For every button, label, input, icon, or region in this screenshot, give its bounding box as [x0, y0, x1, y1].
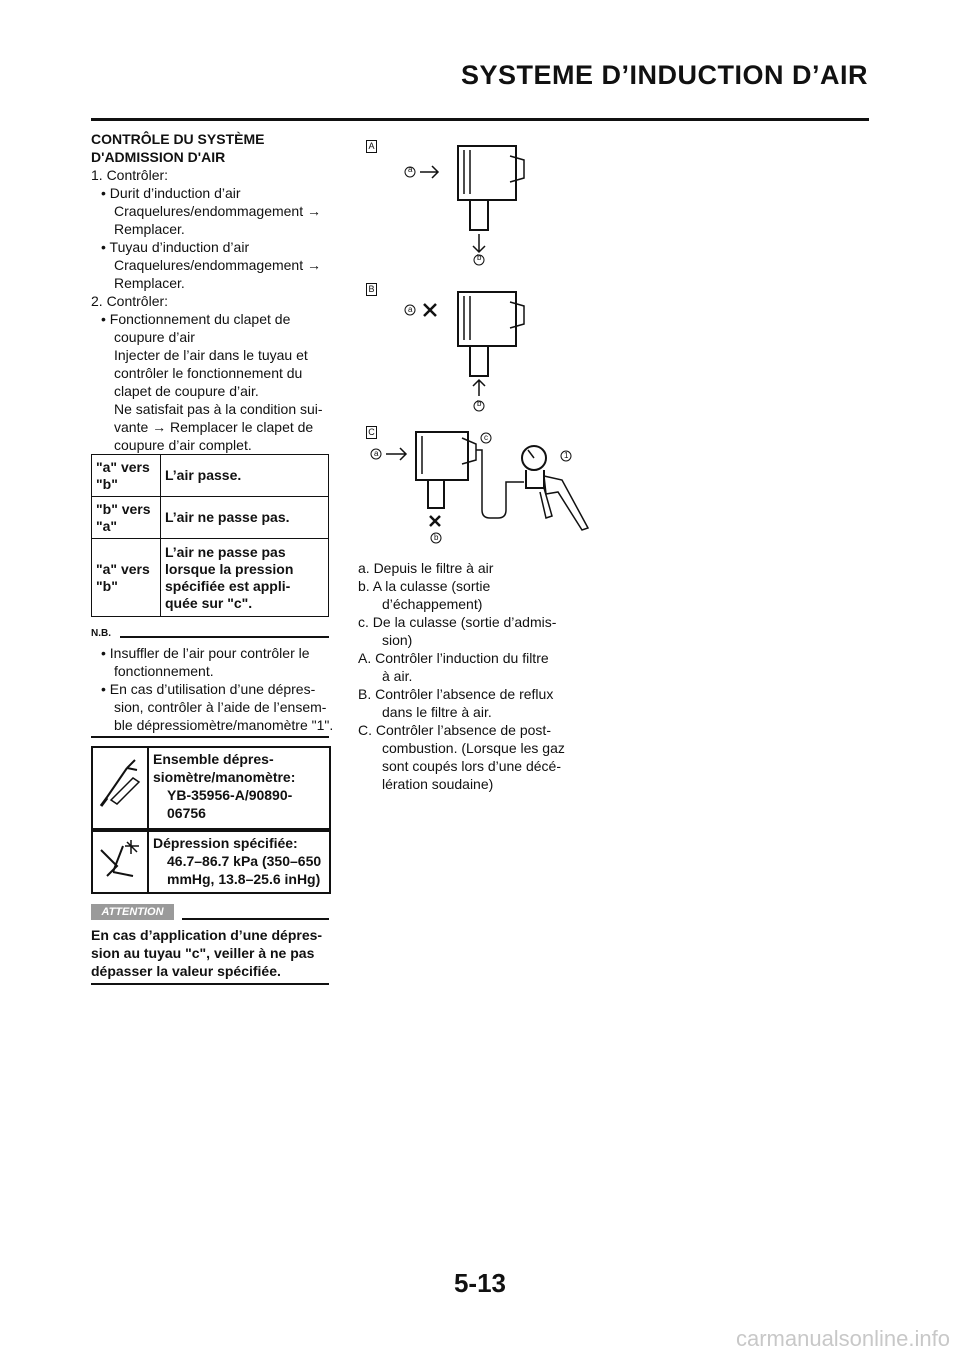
nb-bullet-1: • Insuffler de l’air pour contrôler le — [101, 645, 310, 661]
spec-line: YB-35956-A/90890- — [167, 787, 293, 803]
spec-line: mmHg, 13.8–25.6 inHg) — [167, 871, 321, 887]
step-2-line: Ne satisfait pas à la condition sui- — [114, 401, 323, 417]
cell-line: "b" — [96, 475, 118, 492]
figure-a-valve-diagram — [400, 136, 540, 266]
air-flow-table — [91, 454, 329, 617]
callout-a: a — [374, 449, 379, 458]
step-1-bullet-1-line: Remplacer. — [114, 221, 185, 237]
nb-bullet-2-line: ble dépressiomètre/manomètre "1". — [114, 717, 334, 733]
tool-icon — [93, 748, 149, 828]
step-2-line: vante → Remplacer le clapet de — [114, 419, 314, 435]
spec-tool-text — [153, 750, 295, 822]
callout-a: a — [408, 165, 413, 174]
table-row — [92, 497, 329, 539]
step-2-line: coupure d’air — [114, 329, 195, 345]
cell-line: "a" vers — [96, 560, 150, 577]
step-1: 1. Contrôler: — [91, 167, 169, 183]
watermark: carmanualsonline.info — [735, 1326, 950, 1351]
legend-item-A: A. Contrôler l’induction du filtre — [358, 650, 549, 666]
nb-bullet-1-line: fonctionnement. — [114, 663, 214, 679]
figure-label-b: B — [366, 283, 377, 296]
attention-line: dépasser la valeur spécifiée. — [91, 963, 281, 979]
spec-box-tool — [91, 746, 331, 830]
legend-item-c-line: sion) — [382, 632, 413, 648]
cell-line: lorsque la pression — [165, 560, 294, 577]
table-cell — [92, 539, 161, 617]
step-1-bullet-2-line: Craquelures/endommagement → — [114, 257, 321, 273]
callout-1: 1 — [564, 451, 569, 460]
legend-item-C-line: lération soudaine) — [382, 776, 494, 792]
legend-item-b: b. A la culasse (sortie — [358, 578, 491, 594]
spec-line: siomètre/manomètre: — [153, 769, 296, 785]
table-cell: L’air passe. — [161, 455, 329, 497]
callout-b: b — [477, 399, 482, 408]
spec-line: Dépression spécifiée: — [153, 835, 298, 851]
legend-item-c: c. De la culasse (sortie d’admis- — [358, 614, 557, 630]
spec-line: 46.7–86.7 kPa (350–650 — [167, 853, 322, 869]
legend-item-B-line: dans le filtre à air. — [382, 704, 492, 720]
cell-line: L’air ne passe pas — [165, 543, 286, 560]
cell-line: spécifiée est appli- — [165, 577, 291, 594]
cell-line: "b" — [96, 577, 118, 594]
attention-rule — [182, 918, 329, 920]
cell-line: "a" — [96, 517, 118, 534]
table-cell — [161, 539, 329, 617]
figure-label-a: A — [366, 140, 377, 153]
attention-line: En cas d’application d’une dépres- — [91, 927, 323, 943]
nb-rule — [120, 636, 329, 638]
nb-end-rule — [91, 736, 329, 738]
table-cell — [92, 497, 161, 539]
table-cell: L’air ne passe pas. — [161, 497, 329, 539]
step-2-line: coupure d’air complet. — [114, 437, 252, 453]
spec-line: 06756 — [167, 805, 206, 821]
callout-c: c — [484, 433, 488, 442]
nb-bullet-2-line: sion, contrôler à l’aide de l’ensem- — [114, 699, 327, 715]
callout-b: b — [477, 253, 482, 262]
step-2-bullet-1: • Fonctionnement du clapet de — [101, 311, 291, 327]
step-2-line: clapet de coupure d’air. — [114, 383, 259, 399]
spec-box-pressure — [91, 830, 331, 894]
cell-line: "b" vers — [96, 500, 151, 517]
wrench-measure-icon — [93, 832, 149, 892]
attention-badge: ATTENTION — [91, 904, 174, 920]
spec-line: Ensemble dépres- — [153, 751, 274, 767]
legend-item-C-line: combustion. (Lorsque les gaz — [382, 740, 565, 756]
step-1-bullet-1: • Durit d’induction d’air — [101, 185, 241, 201]
step-1-bullet-1-line: Craquelures/endommagement → — [114, 203, 321, 219]
figure-b-valve-diagram — [400, 282, 540, 412]
legend-item-b-line: d’échappement) — [382, 596, 483, 612]
callout-b: b — [434, 533, 439, 542]
nb-label: N.B. — [91, 628, 111, 639]
header-rule — [91, 118, 869, 121]
figure-label-c: C — [366, 426, 377, 439]
page-header-title: SYSTEME D’INDUCTION D’AIR — [460, 60, 868, 90]
table-row — [92, 539, 329, 617]
page-number: 5-13 — [453, 1268, 507, 1298]
attention-line: sion au tuyau "c", veiller à ne pas — [91, 945, 315, 961]
callout-a: a — [408, 305, 413, 314]
attention-end-rule — [91, 983, 329, 985]
spec-pressure-text — [153, 834, 321, 888]
legend-item-A-line: à air. — [382, 668, 413, 684]
cell-line: quée sur "c". — [165, 594, 253, 611]
step-2: 2. Contrôler: — [91, 293, 169, 309]
step-1-bullet-2-line: Remplacer. — [114, 275, 185, 291]
table-cell — [92, 455, 161, 497]
nb-bullet-2: • En cas d’utilisation d’une dépres- — [101, 681, 316, 697]
step-1-bullet-2: • Tuyau d’induction d’air — [101, 239, 250, 255]
cell-line: "a" vers — [96, 458, 150, 475]
legend-item-B: B. Contrôler l’absence de reflux — [358, 686, 554, 702]
legend-item-a: a. Depuis le filtre à air — [358, 560, 494, 576]
legend-item-C: C. Contrôler l’absence de post- — [358, 722, 551, 738]
legend-item-C-line: sont coupés lors d’une décé- — [382, 758, 561, 774]
section-title-line1: CONTRÔLE DU SYSTÈME — [91, 131, 265, 147]
section-title — [91, 130, 331, 166]
step-2-line: contrôler le fonctionnement du — [114, 365, 303, 381]
table-row — [92, 455, 329, 497]
section-title-line2: D'ADMISSION D'AIR — [91, 149, 226, 165]
step-2-line: Injecter de l’air dans le tuyau et — [114, 347, 308, 363]
